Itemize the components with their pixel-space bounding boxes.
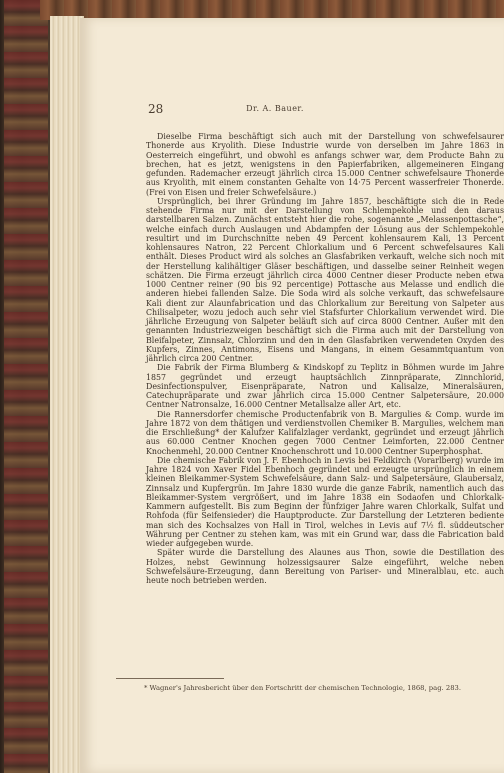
book-top-edge bbox=[40, 0, 504, 20]
paragraph-5: Die chemische Fabrik von J. F. Ebenhoch in Levis bei Feldkirch (Vorarlberg) wurde im Jahre 1824 von Xaver Fidel Ebenhoch gegründet und erzeugte ursprünglich in einem kleinen Bleikammer-System Schwefelsäure, dann Salz- und Salpetersäure, Glaubersalz, Zinnsalz und Kupfergrün. Im Jahre 1830 wurde die ganze Fabrik, namentlich auch das Bleikammer-System vergrößert, und im Jahre 1838 ein Sodaofen und Chlorkalk-Kammern aufgestellt. Bis zum Beginn der fünfziger Jahre waren Chlorkalk, Sulfat und Rohfoda (für Seifensieder) die Hauptproducte. Zur Darstellung der Letzteren bediente man sich des Kochsalzes von Hall in Tirol, welches in Levis auf 7½ fl. süddeutscher Währung per Centner zu stehen kam, was mit ein Grund war, dass die Fabrication bald wieder aufgegeben wurde. bbox=[146, 455, 504, 548]
running-head: Dr. A. Bauer. bbox=[246, 104, 304, 113]
book-binding bbox=[4, 0, 48, 773]
footnote-rule bbox=[116, 678, 224, 679]
book-page bbox=[80, 18, 504, 773]
page-header bbox=[148, 102, 402, 116]
paragraph-1: Dieselbe Firma beschäftigt sich auch mit der Darstellung von schwefelsaurer Thonerde aus Kryolith. Diese Industrie wurde von derselben im Jahre 1863 in Oesterreich eingeführt, und obwohl es anfangs schwer war, dem Producte Bahn zu brechen, hat es jetzt, wenigstens in den Papierfabriken, allgemeineren Eingang gefunden. Rademacher erzeugt jährlich circa 15.000 Centner schwefelsaure Thonerde aus Kryolith, mit einem constanten Gehalte von 14·75 Percent wasserfreier Thonerde. (Frei von Eisen und freier Schwefelsäure.) bbox=[146, 132, 504, 197]
footnote bbox=[144, 684, 476, 693]
paragraph-2: Ursprünglich, bei ihrer Gründung im Jahre 1857, beschäftigte sich die in Rede stehende Firma nur mit der Darstellung von Schlempekohle und den daraus darstellbaren Salzen. Zunächst entsteht hier die rohe, sogenannte „Melassenpottasche“, welche einfach durch Auslaugen und Abdampfen der Lösung aus der Schlempekohle resultirt und im Durchschnitte neben 49 Percent kohlensaurem Kali, 13 Percent kohlensaures Natron, 22 Percent Chlorkalium und 6 Percent schwefelsaures Kali enthält. Dieses Product wird als solches an Glasfabriken verkauft, welche sich noch mit der Herstellung kalihältiger Gläser beschäftigen, und dasselbe seiner Reinheit wegen schätzen. Die Firma erzeugt jährlich circa 4000 Centner dieser Producte neben etwa 1000 Centner reiner (90 bis 92 percentige) Pottasche aus Melasse und endlich die anderen hiebei fallenden Salze. Die Soda wird als solche verkauft, das schwefelsaure Kali dient zur Alaunfabrication und das Chlorkalium zur Bereitung von Salpeter aus Chilisalpeter, wozu jedoch auch sehr viel Stafsfurter Chlorkalium verwendet wird. Die jährliche Erzeugung von Salpeter beläuft sich auf circa 8000 Centner. Außer mit den genannten Industriezweigen beschäftigt sich die Firma auch mit der Darstellung von Bleifalpeter, Zinnsalz, Chlorzinn und den in den Glasfabriken verwendeten Oxyden des Kupfers, Zinnes, Antimons, Eisens und Mangans, in einem Gesammtquantum von jährlich circa 200 Centner. bbox=[146, 196, 504, 363]
paragraph-4: Die Rannersdorfer chemische Productenfabrik von B. Margulies & Comp. wurde im Jahre 1872 von dem thätigen und verdienstvollen Chemiker B. Margulies, welchem man die Erschließung* der Kalufzer Kalifalzlager verdankt, gegründet und erzeugt jährlich aus 60.000 Centner Knochen gegen 7000 Centner Leimforten, 22.000 Centner Knochenmehl, 20.000 Centner Knochenschrott und 10.000 Centner Superphosphat. bbox=[146, 409, 504, 456]
page-edges bbox=[50, 16, 84, 773]
page-number: 28 bbox=[148, 102, 164, 116]
paragraph-3: Die Fabrik der Firma Blumberg & Kindskopf zu Teplitz in Böhmen wurde im Jahre 1857 gegründet und erzeugt hauptsächlich Zinnpräparate, Zinnchlorid, Desinfectionspulver, Eisenpräparate, Natron und Kalisalze, Mineralsäuren, Catechupräparate und zwar jährlich circa 15.000 Centner Salpetersäure, 20.000 Centner Natronsalze, 16.000 Centner Metallsalze aller Art, etc. bbox=[146, 363, 504, 410]
footnote-text: * Wagner's Jahresbericht über den Fortschritt der chemischen Technologie, 1868, pag. 283. bbox=[144, 684, 462, 692]
page-body bbox=[146, 132, 504, 672]
paragraph-6: Später wurde die Darstellung des Alaunes aus Thon, sowie die Destillation des Holzes, nebst Gewinnung holzessigsaurer Salze eingeführt, welche neben Schwefelsäure-Erzeugung, dann Bereitung von Pariser- und Mineralblau, etc. auch heute noch betrieben werden. bbox=[146, 548, 504, 585]
